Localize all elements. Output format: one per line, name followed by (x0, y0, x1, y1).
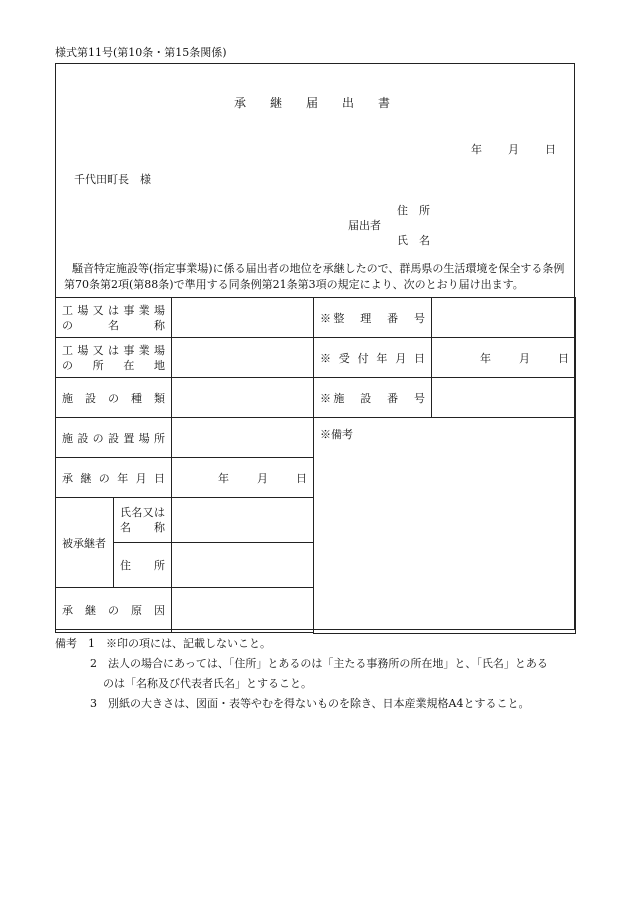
note-1: 備考 1 ※印の項には、記載しないこと。 (55, 637, 271, 650)
facility-location-field[interactable] (172, 418, 314, 458)
pred-name-field[interactable] (172, 498, 314, 543)
title-char: 継 (269, 96, 288, 110)
title-char: 書 (378, 96, 397, 110)
succession-date-label: 承継の年月日 (56, 458, 172, 498)
note-2-cont: のは「名称及び代表者氏名」とすること。 (103, 677, 312, 690)
notes (55, 634, 595, 714)
note-2: 2 法人の場合にあっては、「住所」とあるのは「主たる事務所の所在地」と、「氏名」とある (90, 657, 548, 670)
title-char: 出 (342, 96, 361, 110)
title-char: 届 (305, 96, 324, 110)
facility-location-label: 施設の設置場所 (56, 418, 172, 458)
pred-address-field[interactable] (172, 543, 314, 588)
month-label: 月 (508, 143, 519, 156)
applicant-name-label: 氏 名 (397, 234, 430, 247)
form-frame (55, 63, 575, 630)
day-label: 日 (545, 143, 556, 156)
predecessor-label: 被承継者 (56, 498, 114, 588)
addressee: 千代田町長 様 (74, 173, 151, 186)
applicant-address-label: 住 所 (397, 204, 430, 217)
form-number: 様式第11号(第10条・第15条関係) (55, 46, 227, 59)
facility-number-field[interactable] (432, 378, 576, 418)
remarks-cell[interactable] (314, 418, 576, 634)
year-label: 年 (480, 351, 491, 365)
note-3: 3 別紙の大きさは、図面・表等やむを得ないものを除き、日本産業規格A4とすること。 (90, 697, 530, 710)
succession-date-field[interactable] (172, 458, 314, 498)
facility-number-label: ※施 設 番 号 (314, 378, 432, 418)
year-label: 年 (218, 471, 229, 485)
month-label: 月 (257, 471, 268, 485)
year-label: 年 (471, 143, 482, 156)
spacer (56, 633, 314, 634)
title-char: 承 (233, 96, 252, 110)
form-title (56, 94, 574, 111)
ref-number-field[interactable] (432, 298, 576, 338)
submission-date (445, 141, 556, 157)
pred-name-label: 氏名又は 名 称 (114, 498, 172, 543)
receipt-date-field[interactable] (432, 338, 576, 378)
facility-type-field[interactable] (172, 378, 314, 418)
applicant-label: 届出者 (348, 219, 381, 232)
factory-name-label: 工場又は事業場 の 名 称 (56, 298, 172, 338)
day-label: 日 (558, 351, 569, 365)
day-label: 日 (296, 471, 307, 485)
factory-name-field[interactable] (172, 298, 314, 338)
receipt-date-label: ※受付年月日 (314, 338, 432, 378)
pred-address-label: 住 所 (114, 543, 172, 588)
ref-number-label: ※整 理 番 号 (314, 298, 432, 338)
body-text: 騒音特定施設等(指定事業場)に係る届出者の地位を承継したので、群馬県の生活環境を保全する条例第70条第2項(第88条)で準用する同条例第21条第3項の規定により、次のとおり届け出ます。 (64, 262, 565, 291)
succession-reason-label: 承継の原因 (56, 588, 172, 633)
succession-reason-field[interactable] (172, 588, 314, 633)
form-table (55, 297, 576, 634)
facility-type-label: 施設の種類 (56, 378, 172, 418)
factory-address-field[interactable] (172, 338, 314, 378)
month-label: 月 (519, 351, 530, 365)
remarks-label: ※備考 (320, 428, 353, 441)
factory-address-label: 工場又は事業場 の 所 在 地 (56, 338, 172, 378)
notes-heading: 備考 (55, 637, 77, 650)
